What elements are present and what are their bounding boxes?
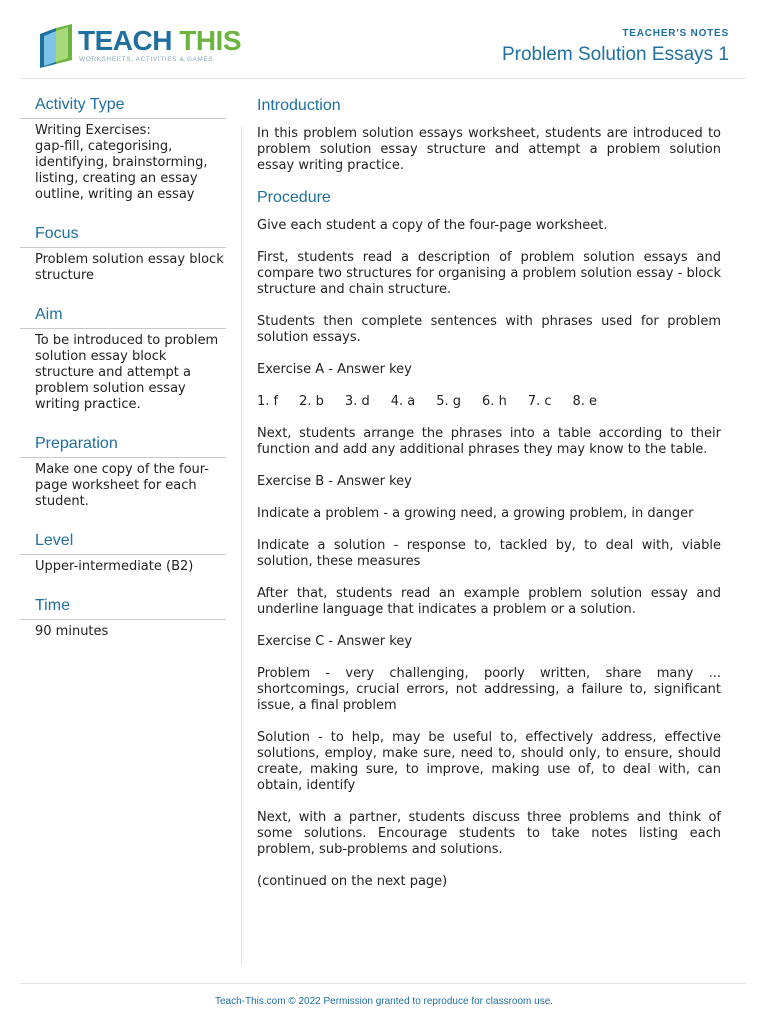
sidebar-heading: Aim (20, 304, 226, 329)
main-content (257, 94, 721, 890)
procedure-heading: Procedure (257, 189, 331, 206)
sidebar-heading: Level (20, 530, 226, 555)
continued-note: (continued on the next page) (257, 874, 448, 889)
sidebar-section-focus (20, 223, 226, 284)
exercise-b-answer: Indicate a problem - a growing need, a growing problem, in danger (257, 506, 694, 521)
answer-item: 7. c (527, 394, 552, 409)
logo-wordmark (78, 26, 241, 56)
sidebar-body: Upper-intermediate (B2) (35, 559, 194, 574)
exercise-a-answers (257, 394, 721, 410)
sidebar-section-activity-type (20, 94, 226, 203)
answer-item: 5. g (436, 394, 462, 409)
teachers-notes-label: TEACHER'S NOTES (622, 28, 729, 39)
sidebar-heading: Preparation (20, 433, 226, 458)
sidebar-section-aim (20, 304, 226, 413)
procedure-paragraph: Students then complete sentences with phrases used for problem solution essays. (257, 314, 721, 345)
teach-this-logo[interactable] (36, 22, 242, 70)
sidebar-section-preparation (20, 433, 226, 510)
exercise-c-answer: Solution - to help, may be useful to, effectively address, effective solutions, employ, make sure, need to, should only, to ensure, should create, making sure, to improve, making use of, to deal with, can obtain, identify (257, 730, 721, 793)
exercise-a-label: Exercise A - Answer key (257, 362, 412, 377)
logo-this-text: THIS (179, 25, 242, 56)
procedure-paragraph: First, students read a description of problem solution essays and compare two structures for organising a problem solution essay - block structure and chain structure. (257, 250, 721, 297)
answer-item: 3. d (344, 394, 370, 409)
exercise-b-label: Exercise B - Answer key (257, 474, 412, 489)
procedure-paragraph: After that, students read an example problem solution essay and underline language that indicates a problem or a solution. (257, 586, 721, 617)
answer-item: 6. h (482, 394, 507, 409)
footer-copyright[interactable]: Teach-This.com © 2022 Permission granted to reproduce for classroom use. (214, 996, 554, 1007)
sidebar-body: To be introduced to problem solution essay block structure and attempt a problem solution essay writing practice. (35, 333, 219, 412)
sidebar-section-time (20, 595, 226, 640)
introduction-heading: Introduction (257, 97, 341, 114)
page-title: Problem Solution Essays 1 (501, 44, 729, 65)
column-divider (241, 126, 242, 964)
book-logo-icon (36, 24, 76, 68)
exercise-c-label: Exercise C - Answer key (257, 634, 413, 649)
footer-divider (20, 983, 746, 984)
procedure-paragraph: Next, students arrange the phrases into a table according to their function and add any additional phrases they may know to the table. (257, 426, 721, 457)
exercise-b-answer: Indicate a solution - response to, tackled by, to deal with, viable solution, these measures (257, 538, 721, 569)
sidebar-section-level (20, 530, 226, 575)
answer-item: 4. a (390, 394, 416, 409)
answer-item: 2. b (299, 394, 324, 409)
answer-item: 8. e (572, 394, 598, 409)
header-divider (20, 78, 746, 79)
sidebar-body: Problem solution essay block structure (35, 252, 224, 283)
sidebar-heading: Time (20, 595, 226, 620)
procedure-paragraph: Give each student a copy of the four-page worksheet. (257, 218, 608, 233)
sidebar-body: Make one copy of the four-page worksheet for each student. (35, 462, 209, 509)
answer-item: 1. f (257, 394, 279, 409)
exercise-c-answer: Problem - very challenging, poorly written, share many ... shortcomings, crucial errors, not addressing, a failure to, significant issue, a final problem (257, 666, 721, 713)
sidebar-heading: Activity Type (20, 94, 226, 119)
procedure-paragraph: Next, with a partner, students discuss three problems and think of some solutions. Encourage students to take notes listing each problem, sub-problems and solutions. (257, 810, 721, 857)
sidebar-heading: Focus (20, 223, 226, 248)
sidebar-body: 90 minutes (35, 624, 109, 639)
introduction-text: In this problem solution essays worksheet, students are introduced to problem solution essay structure and attempt a problem solution essay writing practice. (257, 126, 721, 173)
sidebar-body: Writing Exercises: gap-fill, categorising, identifying, brainstorming, listing, creating an essay outline, writing an essay (35, 123, 208, 202)
logo-teach-text: TEACH (78, 25, 172, 56)
sidebar (20, 94, 226, 660)
logo-tagline: WORKSHEETS, ACTIVITIES & GAMES (79, 56, 214, 63)
page-header (0, 0, 768, 80)
